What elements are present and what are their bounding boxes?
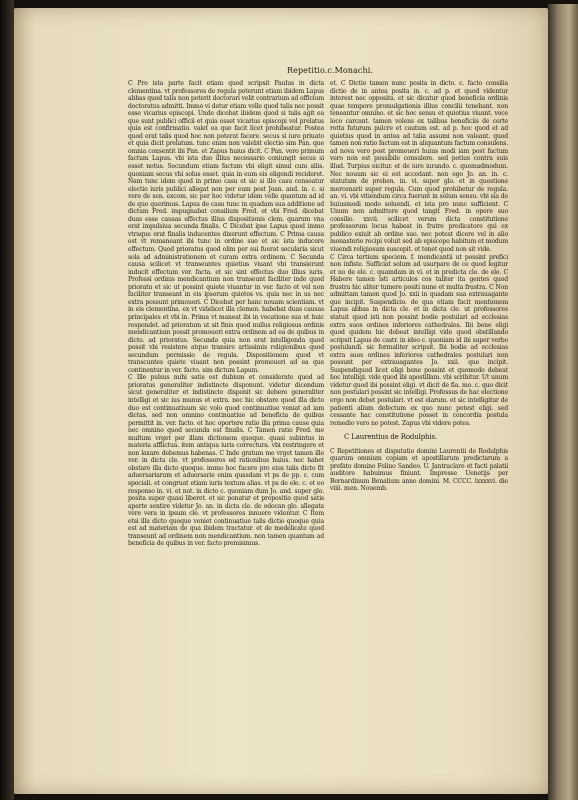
paragraph: C Circa tertium speciem. f. mendicantii ut possint prefici non infiste. Sufficiat solum ad usurpare de ce quod legitur et no de ele. c. quamdam in vi. et in predicta cle. de ele. C Habere tamen isti articulos cos taliter ita gentes quod frustra hic aliter tumere positi nune et multa frustra. C Non admittam tamen quod Jo. xxii in quadam sua extrauagante que incipit. Suspendicio. de qua etiam facit mentionem Lapus abbas in dicta cle. et in dicta cle. ut professores statuit quod isti non possint bodie postulari ad ecclesias extra suos ordines inferiores cathedrales. Ibi bene eligi quod quidem hic debeat intelligi vide quod obstillando scripsit Lapus de castr. in ideo c. quoniam id ibi super verbo postulandi. sic formaliter scripsit. Ibi bodie ad ecclesias extra suos ordines inferiores cathedrales postulari non possunt per extrauagantes Jo. xxii. que incipit. Suspendiquod licet eligi bene possint et quomodo debeat hoc intelligi. vide quod ibi apostillam. vbi scribitur. Ut unum videtur quod ibi possint eligi. vt dicit de fia. mo. c. quo dicit non postulari possint sic intelligi. Professus de hac electione ergo non debet postulari. vt est elarum. et sic intelligitur de patienti alium defectum ex quo nunc potest eligi. sed cessante hac constitutione posset in concordia postula remedio vero no potest. Zapus vbi videre potes. (330, 253, 508, 427)
rubric-heading: C Laurentius de Rodulphis. (344, 433, 437, 442)
paragraph: et. C Dictio tamen nunc posita in dicto. c. facto consilia dictio de in antea posita in. c. ad p. et quod videntur interest nec opposita. et sic dicatur quod beneficia ordinis quae tempore promulgationis illius concilii tenebant. non teneantur omnino. et sic hoc sensu et quietius viuant. voce loco carcant. tamen volens ex talibus beneficiis de certe rotta futurum pulcre et cautum est. ad p. hoc quod et ad quietius quod in antea ad talia assumi non valeant. quod tamen non ratio factum est in aliquantum factum consulens. ad nova vero post promoueri huius modi iam post factum vero non est possibile consulere. sed potius contra suis illud. Turpius eicitur. et de iure iurando. c. quemadmodum. Nec nouum sic ei est accedant. non ego Jo. an. in. c. statutum de preben. in. vi. super glo. et in questione mercenarii super regula. Cum quod prohibetur de regula. an. vi. vbi vitiendum circa fuerunt in solum sensu. vbi sia de huiusmodi modo soluendi. et ista pro nunc sufficient. C Unum non admittere quod tangit Fred. in opere suo consilio. xxvii. scilicet verum dicta constitutione professorum locus habeat in fratre predicatore qui ex publico exiuit ab ordine suo. nec potest dicere vel in alio monasterio recipi voluit sed ab episcopo habitum et modum viuendi religiosum suscepit. et tenet quod non sit vide. (330, 80, 508, 254)
book-left-edge (0, 0, 14, 800)
colophon: C Repetitiones et disputatio domini Laurentii de Rodulphis quarum omnium copiam et apostillarum predictarum a prefato domino Felino Sandeo. U. Jantraclare et facti palatii auditore habuimus finiunt. Impresse Uenetijs per Bernardinum Benalium anno domini. M. CCCC. lxxxxvi. die viiii. men. Nouemb. (330, 447, 508, 493)
running-head: Repetitio.c.Monachi. (287, 66, 374, 75)
paragraph: C Pro ista parte facit etiam quod scripsit Paulus in dicta clementina. vt professores de regula poterunt etiam ibidem Lapus abbas quod talis non poterit doctorari velit contrarium ad officium doctoratus admitti. Immo vi detur etiam velle quod talis nec possit esse vicarius episcopi. Unde dicebat ibidem quod si talis agit ea que sunt publici officii et quia esset vicarius episcopi vel prelatus quia est confirmatio. valet ea que facit licet prohibeatur. Postea quod erat talis quod hoc non poterat facere. secus si iure priuato et quia dicit prelatum. tunc enim non valebit electio sim Pan. que omnia consentit ibi Pan. et Zapus huius dicit. C Pan. vero primum factum Lapus. vbi ista duo illius necessario coniungit secus si esset notus. Secundum etiam factum vbi eligit simul cum aliis. quoniam secus vbi solus esset. quia in eum eis eligendi recideret. Nam tunc idem quod in primo casu et sic si illo casu censeatur electio iuris publici allegat non per eum post Joan. and. in. c. si vere de sen. excom. sic per hoc videtur idem velle quantum ad id de quo querimus. Lapus de casu tunc in quadam sua additione ad dictum Fred. impugnabat consilium Fred. et vbi Fred. dicebat duas esse causas effectus illius dispositionis clem. quarum vna erat impulsiua secunda finalis. C Dicebat ipse Lapus quod immo vtraque erat finalis inducentes dixerunt effectum. C Prima causa est vt remaneant ibi tunc in ordine suo et sic ista inducere effectum. Quod prioratus quod olim per sui fuerat secularia sicut sola ad administrationem et curam extra ordinem. C Secunda causa scilicet vt transeuntes quietius viuant vbi transierunt inducit effectum ver. facta. et sic sint effectus duo illius iuris. Professi ordinis mendicantium non transeunt faciliter inde quod prioratu et sic ut possint quiete viuantur in ver. facto et vel non faciliter transeant in eis ipsorum quietos vs. quia nec in us nec extra possunt primoueri. C Dicebat per hanc nouam scientiam. vt in eis clementina. ex vt videlicet illa clemen. habebat duas causas principales et vbi in. Prima vt maneat ibi in vocatione sua et huic respondet. ad prioratum ut sit finis quod nullus religiosus ordinis mendicantium possit promoueri extra ordinem ad ea de quibus in dicto. ad prioratus. Secunda quia non erat intelligenda quod possit vbi resistere atque transire artissimis religionibus quod secundum permissio de regula. Dispositionem quod vt transcuntes quiete viuant non possint promoueri ad ea que continentur in ver. facto. sim dictum Lapum. (128, 80, 324, 374)
paragraph: C Ille pulsus mihi satis est dubium et considerate quod ad prioratus generaliter indistincte disponunt. videtur dicendum sicut generaliter et indistincte disponit sic debere generaliter intelligi et sic ius munus et extra. nec hic obstare quod illa dicto duo est continuatiuum sic volo quod continuatiue veniat ad iam dictas. sed non omnino continuatiue ad beneficia de quibus permittit in. ver. facto. et hoc oportere ratio illa prima cause quia nec omnino quod secunda est finalis. C Tamen ratio Fred. me multum vrget per illam dictionem quoque. quasi subintus in materia afflictua. item antiqua iuris correctura. vbi restringere et non laxare debemus habenas. C Inde gratum me vrget tamen ille ver. in dicta cle. vt professores ed rationibus huius. nec habet obstare illa dicto quoque. immo hoc facere pro eius talis dicto fit aduersariarum et aduersarie enim quasdam vt ps de pp. c. cum speciali. et congruat etiam iuris textum alias. vt ps de ele. c. et eo responso in. vi. et not. in dicto c. quoniam dum Jo. and. super glo. posita super quasi liberet. et sic ponatur et propositio quod satis aperte sentire videtur Jo. an. in dicta cle. de odocan glo. allegata vere vera in ipsum cle. vt professores innuere videntur. C Item etsi illa dicto quoque veniet continuatiue talis dictio quoque quia est ad materiam de qua ibidem tractatur. et de medelicate quod transeunt ad ordinem non mendicantium. non tamen quantum ad beneficia de quibus in ver. facto premisimus. (128, 374, 324, 548)
text-column-left (128, 80, 324, 730)
text-column-right (330, 80, 508, 590)
book-gutter (548, 4, 578, 800)
